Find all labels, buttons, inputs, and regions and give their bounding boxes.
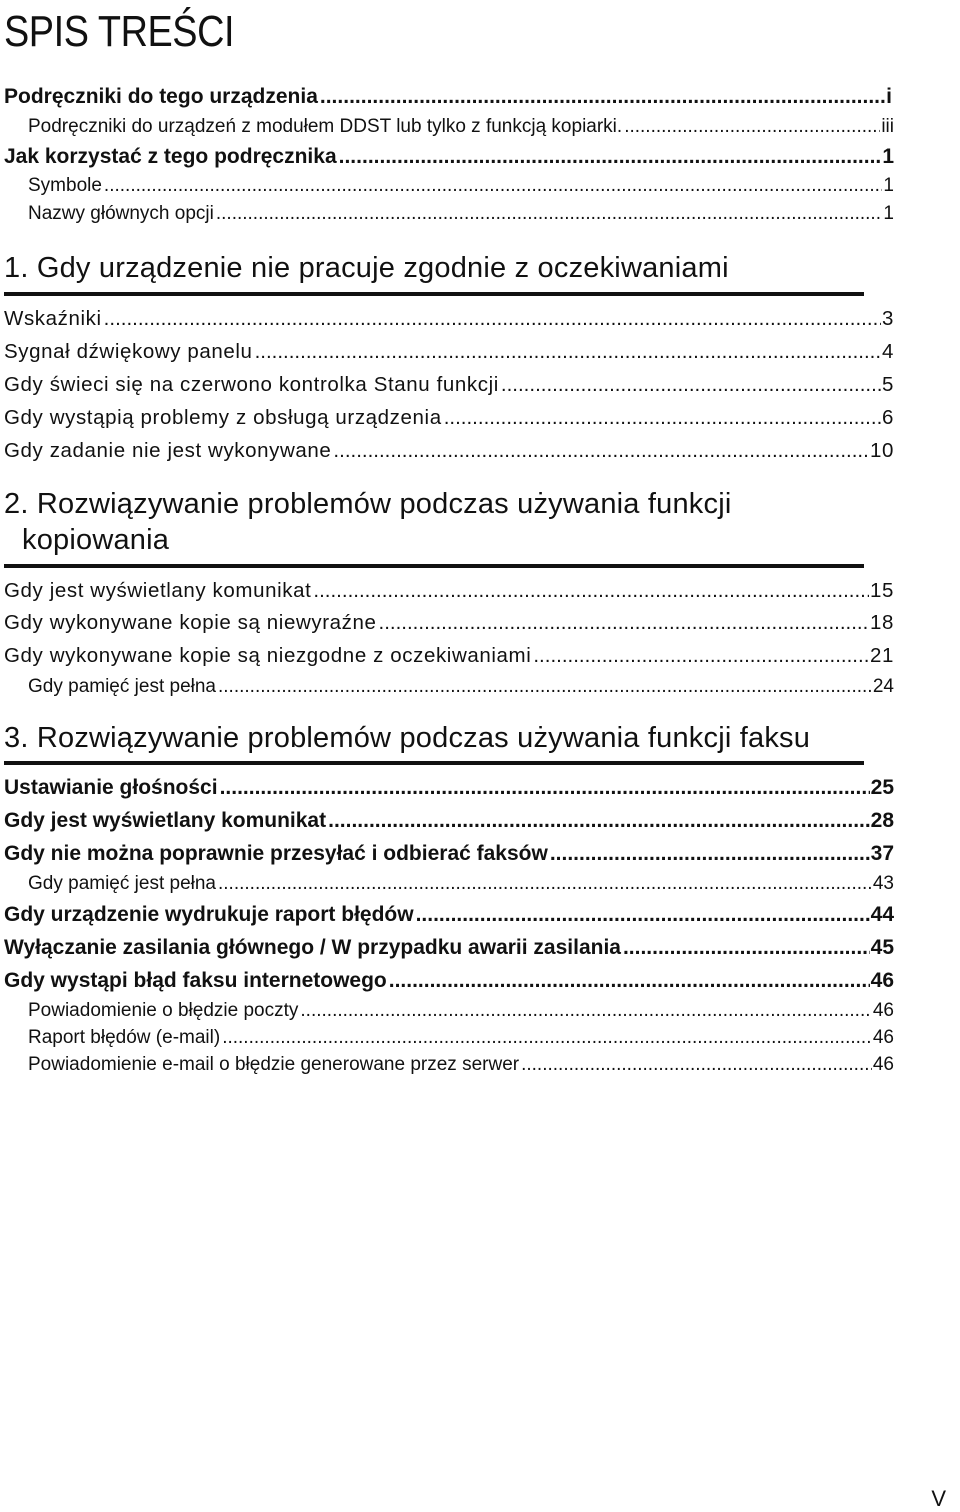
toc-entry[interactable] (4, 900, 894, 930)
dot-leader (104, 304, 881, 334)
toc-entry-page: i (886, 85, 892, 108)
toc-entry-text: Ustawianie głośności (4, 776, 218, 799)
dot-leader (389, 966, 870, 996)
toc-entry-text: Gdy wykonywane kopie są niezgodne z oczekiwaniami (4, 644, 532, 667)
toc-entry-text: Jak korzystać z tego podręcznika (4, 145, 337, 168)
toc-entry-page: 3 (881, 307, 894, 330)
toc-entry-page: 1 (883, 203, 894, 224)
toc-entry-page: 15 (869, 579, 894, 602)
toc-entry-text: Gdy urządzenie wydrukuje raport błędów (4, 903, 414, 926)
toc-entry-page: 1 (883, 175, 894, 196)
dot-leader (313, 576, 869, 606)
toc-entry[interactable] (4, 82, 892, 112)
toc-entry-text: Nazwy głównych opcji (28, 203, 214, 224)
toc-entry[interactable] (28, 1023, 894, 1053)
toc-entry-page: 25 (870, 776, 894, 799)
dot-leader (104, 171, 883, 201)
toc-entry-page: 37 (870, 842, 894, 865)
toc-entry[interactable] (28, 996, 894, 1026)
chapter-rule (4, 564, 864, 568)
dot-leader (444, 403, 881, 433)
dot-leader (255, 337, 881, 367)
toc-entry-page: 4 (881, 340, 894, 363)
toc-entry-page: 21 (869, 644, 894, 667)
toc-entry-text: Gdy pamięć jest pełna (28, 676, 216, 697)
dot-leader (379, 608, 869, 638)
toc-entry-text: Gdy zadanie nie jest wykonywane (4, 439, 332, 462)
toc-entry-page: 6 (881, 406, 894, 429)
toc-entry-page: 46 (872, 1054, 894, 1075)
toc-entry-text: Gdy pamięć jest pełna (28, 873, 216, 894)
toc-entry-text: Gdy wystąpi błąd faksu internetowego (4, 969, 387, 992)
toc-entry[interactable] (28, 112, 894, 142)
toc-entry-text: Powiadomienie o błędzie poczty (28, 1000, 299, 1021)
toc-entry[interactable] (4, 337, 894, 367)
dot-leader (328, 806, 870, 836)
toc-entry-text: Podręczniki do tego urządzenia (4, 85, 318, 108)
toc-entry-text: Gdy świeci się na czerwono kontrolka Stanu funkcji (4, 373, 499, 396)
toc-entry-text: Wskaźniki (4, 307, 102, 330)
toc-entry-page: 28 (870, 809, 894, 832)
toc-entry-page: iii (881, 116, 894, 137)
toc-entry-text: Raport błędów (e-mail) (28, 1027, 221, 1048)
toc-entry-text: Gdy jest wyświetlany komunikat (4, 579, 312, 602)
dot-leader (216, 199, 883, 229)
dot-leader (339, 142, 882, 172)
toc-entry[interactable] (28, 199, 894, 229)
toc-entry[interactable] (4, 142, 894, 172)
toc-entry-text: Gdy jest wyświetlany komunikat (4, 809, 327, 832)
toc-entry-page: 45 (870, 936, 894, 959)
toc-entry-page: 1 (882, 145, 894, 168)
toc-entry[interactable] (4, 806, 894, 836)
toc-entry[interactable] (4, 773, 894, 803)
toc-entry-text: Gdy wystąpią problemy z obsługą urządzenia (4, 406, 442, 429)
toc-entry[interactable] (28, 869, 894, 899)
toc-entry[interactable] (4, 608, 894, 638)
toc-entry-text: Gdy nie można poprawnie przesyłać i odbierać faksów (4, 842, 548, 865)
toc-entry-page: 46 (870, 969, 894, 992)
toc-entry[interactable] (4, 641, 894, 671)
dot-leader (333, 436, 869, 466)
dot-leader (416, 900, 870, 930)
chapter-heading: 2. Rozwiązywanie problemów podczas używania funkcji (4, 488, 732, 520)
chapter-rule (4, 292, 864, 296)
toc-entry[interactable] (4, 576, 894, 606)
chapter-heading: 3. Rozwiązywanie problemów podczas używania funkcji faksu (4, 722, 811, 754)
toc-entry[interactable] (4, 839, 894, 869)
toc-entry-text: Gdy wykonywane kopie są niewyraźne (4, 611, 377, 634)
toc-entry-page: 46 (872, 1000, 894, 1021)
dot-leader (501, 370, 881, 400)
toc-entry-page: 46 (872, 1027, 894, 1048)
toc-entry[interactable] (4, 304, 894, 334)
dot-leader (218, 869, 872, 899)
page-number: V (931, 1486, 946, 1511)
dot-leader (550, 839, 870, 869)
dot-leader (300, 996, 871, 1026)
dot-leader (624, 112, 880, 142)
dot-leader (220, 773, 870, 803)
dot-leader (218, 672, 872, 702)
toc-entry[interactable] (4, 436, 894, 466)
dot-leader (222, 1023, 872, 1053)
toc-entry-page: 44 (870, 903, 894, 926)
dot-leader (521, 1050, 872, 1080)
toc-entry[interactable] (4, 933, 894, 963)
toc-entry-page: 10 (869, 439, 894, 462)
chapter-heading-continued: kopiowania (22, 524, 170, 556)
toc-entry-text: Podręczniki do urządzeń z modułem DDST lub tylko z funkcją kopiarki. (28, 116, 623, 137)
toc-entry[interactable] (28, 1050, 894, 1080)
page-title: SPIS TREŚCI (4, 7, 235, 56)
toc-entry[interactable] (28, 171, 894, 201)
toc-entry-text: Wyłączanie zasilania głównego / W przypadku awarii zasilania (4, 936, 621, 959)
toc-entry[interactable] (28, 672, 894, 702)
toc-entry[interactable] (4, 403, 894, 433)
dot-leader (533, 641, 869, 671)
toc-entry-page: 43 (872, 873, 894, 894)
toc-entry-text: Powiadomienie e-mail o błędzie generowane przez serwer (28, 1054, 520, 1075)
toc-entry[interactable] (4, 966, 894, 996)
toc-entry-text: Sygnał dźwiękowy panelu (4, 340, 253, 363)
chapter-rule (4, 761, 864, 765)
toc-entry[interactable] (4, 370, 894, 400)
dot-leader (320, 82, 885, 112)
toc-entry-page: 18 (869, 611, 894, 634)
dot-leader (623, 933, 870, 963)
toc-entry-page: 5 (881, 373, 894, 396)
toc-entry-page: 24 (872, 676, 894, 697)
toc-entry-text: Symbole (28, 175, 102, 196)
chapter-heading: 1. Gdy urządzenie nie pracuje zgodnie z oczekiwaniami (4, 252, 729, 284)
